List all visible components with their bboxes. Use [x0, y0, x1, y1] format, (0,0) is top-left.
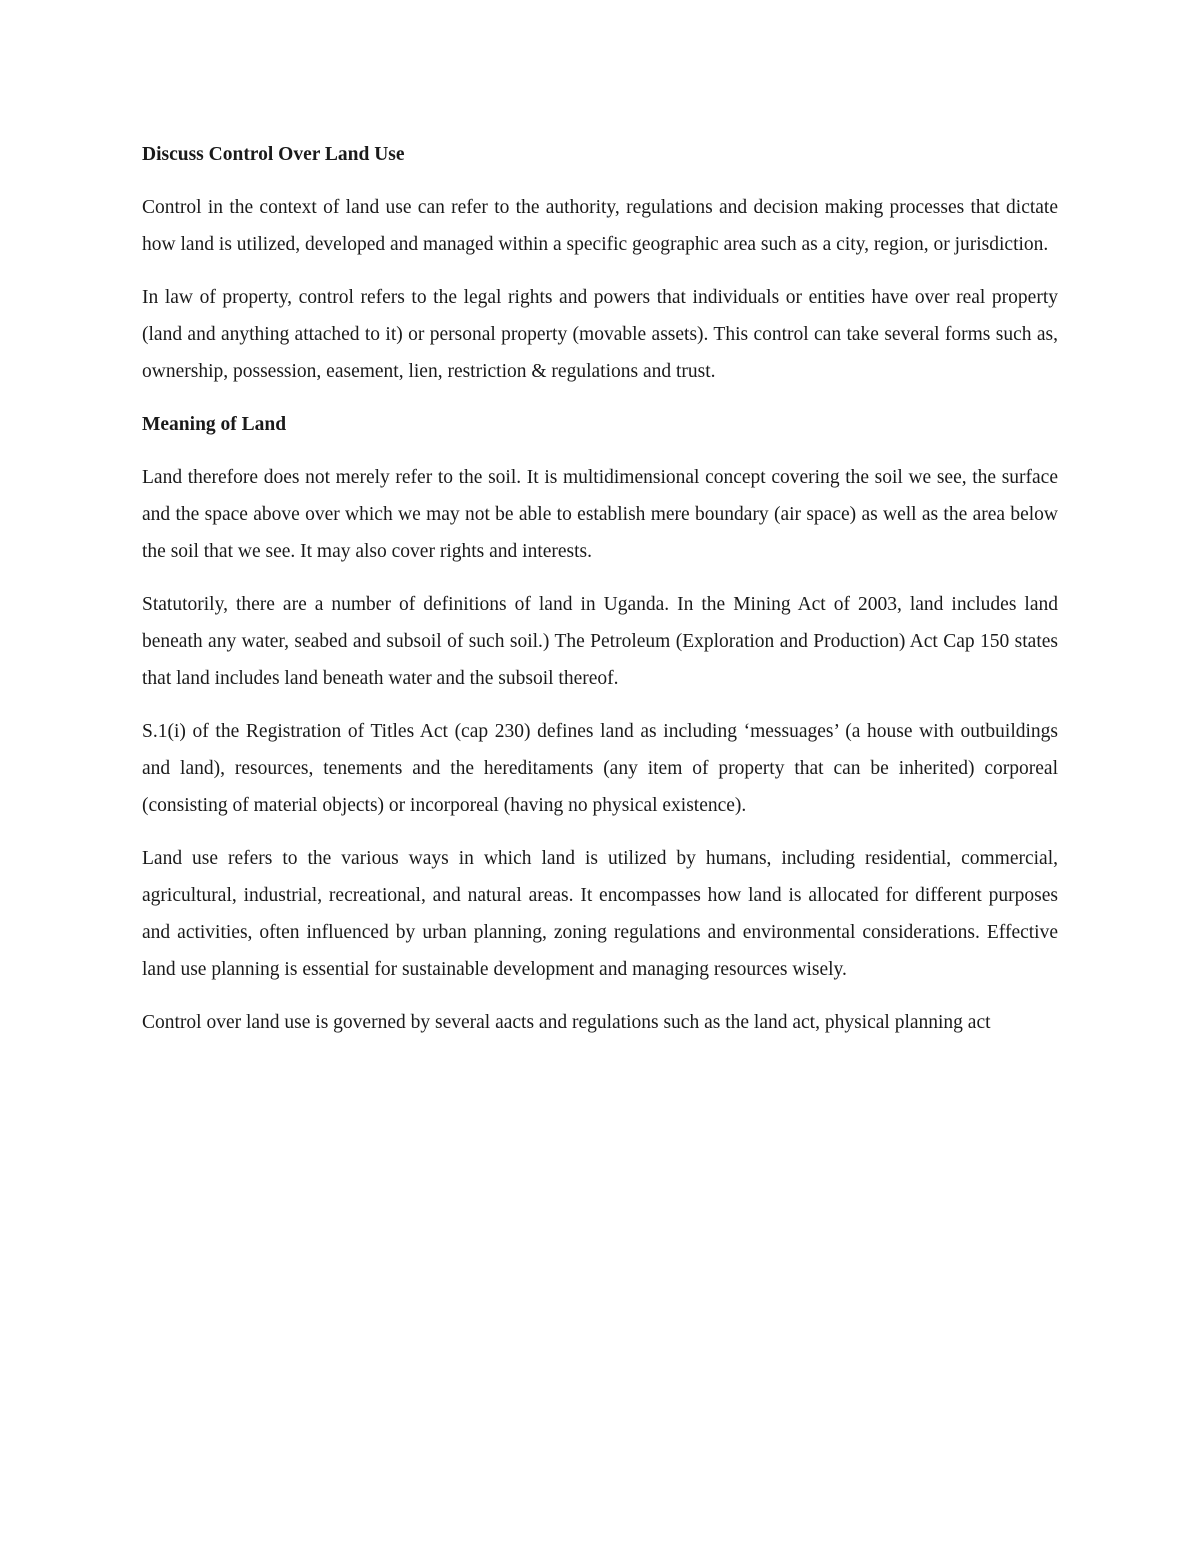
- section-heading-meaning-of-land: Meaning of Land: [142, 414, 287, 435]
- paragraph-control-in-property-law: In law of property, control refers to the legal rights and powers that individuals or entities have over real property (land and anything attached to it) or personal property (movable assets). This control can take several forms such as, ownership, possession, easement, lien, restriction & regulations and trust.: [142, 287, 1058, 382]
- paragraph-control-governed-by-acts: Control over land use is governed by several aacts and regulations such as the land act, physical planning act: [142, 1012, 991, 1033]
- section-heading-control-over-land-use: Discuss Control Over Land Use: [142, 144, 405, 165]
- paragraph-registration-of-titles-act: S.1(i) of the Registration of Titles Act (cap 230) defines land as including ‘messuages’ (a house with outbuildings and land), resources, tenements and the hereditaments (any item of property that can be inherited) corporeal (consisting of material objects) or incorporeal (having no physical existence).: [142, 721, 1058, 816]
- document-body: [142, 136, 1058, 1057]
- paragraph-control-definition: Control in the context of land use can refer to the authority, regulations and decision making processes that dictate how land is utilized, developed and managed within a specific geographic area such as a city, region, or jurisdiction.: [142, 197, 1058, 255]
- paragraph-land-multidimensional: Land therefore does not merely refer to the soil. It is multidimensional concept covering the soil we see, the surface and the space above over which we may not be able to establish mere boundary (air space) as well as the area below the soil that we see. It may also cover rights and interests.: [142, 467, 1058, 562]
- paragraph-land-use-definition: Land use refers to the various ways in which land is utilized by humans, including residential, commercial, agricultural, industrial, recreational, and natural areas. It encompasses how land is allocated for different purposes and activities, often influenced by urban planning, zoning regulations and environmental considerations. Effective land use planning is essential for sustainable development and managing resources wisely.: [142, 848, 1058, 980]
- paragraph-statutory-definitions: Statutorily, there are a number of definitions of land in Uganda. In the Mining Act of 2003, land includes land beneath any water, seabed and subsoil of such soil.) The Petroleum (Exploration and Production) Act Cap 150 states that land includes land beneath water and the subsoil thereof.: [142, 594, 1058, 689]
